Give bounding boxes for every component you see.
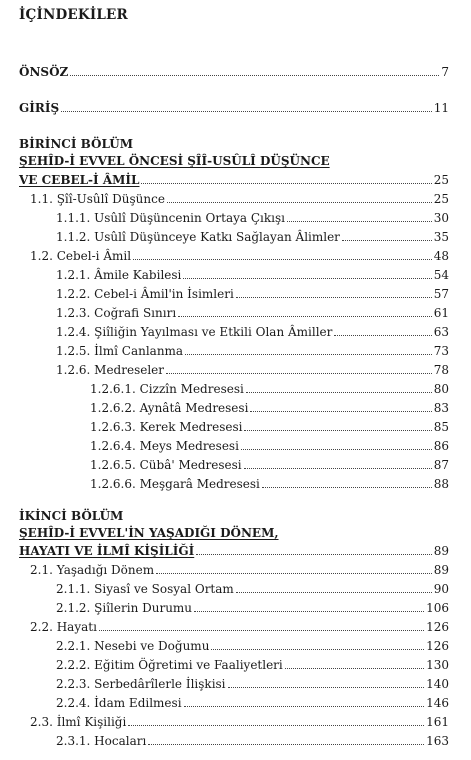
toc-entry-part2-title[interactable]	[19, 543, 449, 559]
toc-entry[interactable]	[90, 381, 449, 397]
toc-entry-label: 2.2.3. Serbedârîlerle İlişkisi	[56, 677, 226, 691]
toc-entry[interactable]	[90, 476, 449, 492]
toc-entry-page: 89	[433, 563, 449, 577]
toc-entry[interactable]	[56, 286, 449, 302]
dot-leader	[156, 573, 432, 574]
toc-entry-page: 78	[433, 363, 449, 377]
dot-leader	[70, 75, 439, 76]
toc-entry[interactable]	[56, 733, 449, 749]
toc-entry-page: 57	[433, 287, 449, 301]
toc-entry[interactable]	[56, 324, 449, 340]
toc-entry-label: GİRİŞ	[19, 101, 60, 115]
toc-entry-page: 161	[426, 715, 449, 729]
dot-leader	[285, 668, 424, 669]
toc-entry-page: 88	[433, 477, 449, 491]
toc-entry[interactable]	[90, 419, 449, 435]
toc-entry-page: 61	[433, 306, 449, 320]
part2-title-line1: ŞEHÎD-İ EVVEL'İN YAŞADIĞI DÖNEM,	[19, 526, 279, 540]
dot-leader	[250, 411, 431, 412]
toc-entry-page: 87	[433, 458, 449, 472]
dot-leader	[184, 706, 425, 707]
toc-entry-label: 1.2.6.1. Cizzîn Medresesi	[90, 382, 244, 396]
toc-entry-page: 85	[433, 420, 449, 434]
toc-entry-page: 80	[433, 382, 449, 396]
toc-entry-label: 1.2. Cebel-i Âmil	[30, 249, 132, 263]
toc-entry-page: 126	[426, 639, 449, 653]
toc-entry-label: 1.2.2. Cebel-i Âmil'in İsimleri	[56, 287, 234, 301]
toc-entry-label: 2.1. Yaşadığı Dönem	[30, 563, 155, 577]
dot-leader	[244, 468, 432, 469]
dot-leader	[287, 221, 432, 222]
toc-entry-label: 1.2.6.5. Cübâ' Medresesi	[90, 458, 242, 472]
toc-entry-label: ÖNSÖZ	[19, 65, 69, 79]
toc-entry[interactable]	[56, 362, 449, 378]
dot-leader	[148, 744, 424, 745]
toc-entry-label: 1.2.5. İlmî Canlanma	[56, 344, 184, 358]
toc-entry-label: 1.1.1. Usûlî Düşüncenin Ortaya Çıkışı	[56, 211, 285, 225]
toc-entry-page: 7	[441, 65, 449, 79]
toc-entry[interactable]	[56, 267, 449, 283]
toc-entry[interactable]	[30, 562, 449, 578]
dot-leader	[128, 725, 424, 726]
dot-leader	[196, 554, 432, 555]
toc-entry-label: 2.2.1. Nesebi ve Doğumu	[56, 639, 210, 653]
toc-entry-page: 90	[433, 582, 449, 596]
dot-leader	[99, 630, 424, 631]
toc-entry[interactable]	[56, 305, 449, 321]
toc-entry-label: 2.1.2. Şiîlerin Durumu	[56, 601, 193, 615]
dot-leader	[228, 687, 425, 688]
toc-entry-label: 1.2.6.2. Aynâtâ Medresesi	[90, 401, 249, 415]
toc-entry-part1-title[interactable]	[19, 172, 449, 188]
dot-leader	[61, 111, 432, 112]
part2-heading: İKİNCİ BÖLÜM	[19, 509, 124, 523]
toc-entry-label: 1.2.3. Coğrafi Sınırı	[56, 306, 177, 320]
toc-entry-page: 130	[426, 658, 449, 672]
toc-entry-label: 1.2.6. Medreseler	[56, 363, 165, 377]
toc-entry[interactable]	[90, 457, 449, 473]
dot-leader	[211, 649, 424, 650]
dot-leader	[166, 373, 432, 374]
toc-entry[interactable]	[30, 191, 449, 207]
toc-entry-page: 86	[433, 439, 449, 453]
toc-entry[interactable]	[90, 400, 449, 416]
toc-entry-page: 146	[426, 696, 449, 710]
toc-entry[interactable]	[56, 581, 449, 597]
toc-entry-label: 1.2.1. Âmile Kabilesi	[56, 268, 182, 282]
part2-title-line2: HAYATI VE İLMÎ KİŞİLİĞİ	[19, 544, 195, 558]
toc-entry-giris[interactable]	[19, 100, 449, 116]
dot-leader	[236, 592, 432, 593]
toc-entry[interactable]	[56, 638, 449, 654]
toc-entry-page: 48	[433, 249, 449, 263]
toc-entry-page: 63	[433, 325, 449, 339]
toc-entry-label: 1.2.4. Şiîliğin Yayılması ve Etkili Olan Âmiller	[56, 325, 333, 339]
dot-leader	[244, 430, 431, 431]
toc-entry-label: 2.2.4. İdam Edilmesi	[56, 696, 182, 710]
toc-entry-label: 2.2. Hayatı	[30, 620, 97, 634]
toc-entry-page: 89	[433, 544, 449, 558]
toc-entry-page: 140	[426, 677, 449, 691]
toc-entry-page: 11	[433, 101, 449, 115]
toc-entry[interactable]	[56, 600, 449, 616]
toc-entry-page: 25	[433, 192, 449, 206]
toc-entry-label: 2.3. İlmî Kişiliği	[30, 715, 127, 729]
toc-entry-label: 1.2.6.3. Kerek Medresesi	[90, 420, 243, 434]
toc-entry-label: 1.1. Şîî-Usûlî Düşünce	[30, 192, 165, 206]
dot-leader	[183, 278, 431, 279]
toc-entry-page: 73	[433, 344, 449, 358]
toc-entry-label: 2.2.2. Eğitim Öğretimi ve Faaliyetleri	[56, 658, 283, 672]
toc-entry-page: 54	[433, 268, 449, 282]
dot-leader	[236, 297, 432, 298]
toc-entry-page: 106	[426, 601, 449, 615]
toc-entry-label: 2.1.1. Siyasî ve Sosyal Ortam	[56, 582, 234, 596]
toc-entry[interactable]	[56, 343, 449, 359]
part1-title-line2: VE CEBEL-İ ÂMİL	[19, 173, 140, 187]
toc-entry[interactable]	[56, 657, 449, 673]
toc-entry[interactable]	[90, 438, 449, 454]
dot-leader	[185, 354, 432, 355]
dot-leader	[262, 487, 432, 488]
toc-entry-onsoz[interactable]	[19, 64, 449, 80]
toc-entry-label: 2.3.1. Hocaları	[56, 734, 147, 748]
toc-entry[interactable]	[56, 210, 449, 226]
page-title: İÇİNDEKİLER	[19, 7, 128, 23]
dot-leader	[178, 316, 432, 317]
toc-entry-page: 25	[433, 173, 449, 187]
dot-leader	[334, 335, 431, 336]
toc-entry[interactable]	[56, 229, 449, 245]
toc-entry[interactable]	[30, 714, 449, 730]
toc-entry-page: 126	[426, 620, 449, 634]
toc-entry-page: 30	[433, 211, 449, 225]
toc-entry-page: 83	[433, 401, 449, 415]
dot-leader	[194, 611, 424, 612]
dot-leader	[167, 202, 432, 203]
dot-leader	[246, 392, 432, 393]
toc-entry-label: 1.2.6.4. Meys Medresesi	[90, 439, 239, 453]
toc-entry[interactable]	[30, 619, 449, 635]
toc-entry-label: 1.2.6.6. Meşgarâ Medresesi	[90, 477, 260, 491]
toc-entry-page: 163	[426, 734, 449, 748]
part1-title-line1: ŞEHÎD-İ EVVEL ÖNCESİ ŞÎÎ-USÛLÎ DÜŞÜNCE	[19, 154, 330, 168]
toc-entry[interactable]	[56, 676, 449, 692]
toc-entry[interactable]	[30, 248, 449, 264]
part1-heading: BİRİNCİ BÖLÜM	[19, 137, 133, 151]
toc-entry-label: 1.1.2. Usûlî Düşünceye Katkı Sağlayan Âlimler	[56, 230, 340, 244]
dot-leader	[241, 449, 432, 450]
toc-entry[interactable]	[56, 695, 449, 711]
dot-leader	[342, 240, 432, 241]
dot-leader	[141, 183, 431, 184]
toc-entry-page: 35	[433, 230, 449, 244]
dot-leader	[133, 259, 432, 260]
